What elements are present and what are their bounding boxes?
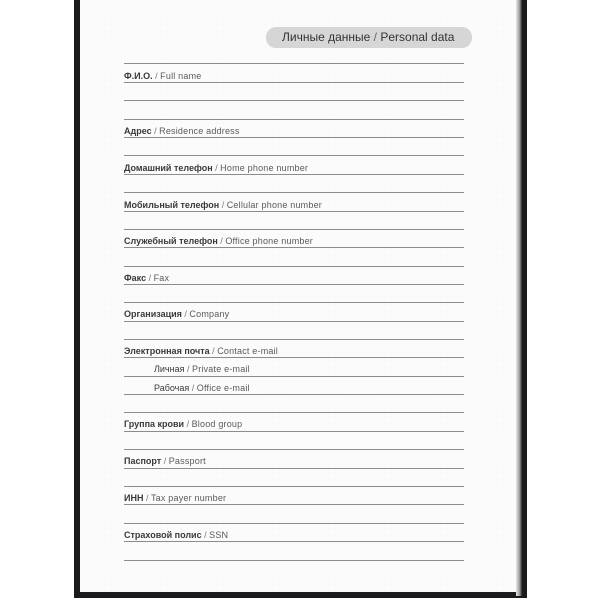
field-label-en: Cellular phone number — [226, 200, 322, 210]
writing-line — [124, 560, 464, 561]
field-label-ru: Мобильный телефон — [124, 200, 220, 210]
field-label-ru: Факс — [124, 273, 147, 283]
field-tax-number-label — [124, 492, 226, 504]
writing-line — [124, 302, 464, 303]
writing-line — [124, 211, 464, 212]
field-label-ru: Страховой полис — [124, 530, 202, 540]
field-ssn-label — [124, 529, 228, 541]
label-separator: / — [151, 126, 160, 136]
label-separator: / — [189, 383, 197, 393]
label-separator: / — [184, 419, 192, 429]
field-label-ru: ИНН — [124, 493, 144, 503]
field-mobile-phone-label — [124, 199, 322, 211]
field-label-ru: Личная — [154, 364, 185, 374]
writing-line — [124, 174, 464, 175]
field-label-en: Private e-mail — [192, 364, 250, 374]
label-separator: / — [181, 309, 190, 319]
writing-line — [124, 523, 464, 524]
field-label-ru: Паспорт — [124, 456, 162, 466]
field-office-email-label — [154, 382, 250, 394]
field-company-label — [124, 308, 229, 320]
writing-line — [124, 321, 464, 322]
field-label-en: Tax payer number — [150, 493, 227, 503]
writing-line — [124, 394, 464, 395]
field-label-en: SSN — [209, 530, 229, 540]
writing-line — [124, 357, 464, 358]
field-label-en: Blood group — [191, 419, 243, 429]
field-address-label — [124, 125, 240, 137]
field-fax-label — [124, 272, 169, 284]
field-label-ru: Рабочая — [154, 383, 190, 393]
field-label-en: Contact e-mail — [217, 346, 279, 356]
field-passport-label — [124, 455, 206, 467]
field-full-name-label — [124, 70, 202, 82]
label-separator: / — [152, 71, 161, 81]
field-blood-group-label — [124, 418, 242, 430]
section-header-ru: Личные данные — [282, 30, 371, 44]
label-separator: / — [217, 236, 226, 246]
writing-line — [124, 192, 464, 193]
writing-line — [124, 486, 464, 487]
label-separator: / — [184, 364, 192, 374]
section-header-separator: / — [370, 30, 381, 44]
writing-line — [124, 63, 464, 64]
field-label-ru: Ф.И.О. — [124, 71, 153, 81]
writing-line — [124, 339, 464, 340]
field-label-ru: Домашний телефон — [124, 163, 213, 173]
writing-line — [124, 137, 464, 138]
section-header-text — [282, 27, 454, 48]
writing-line — [124, 247, 464, 248]
field-label-ru: Электронная почта — [124, 346, 210, 356]
label-separator: / — [209, 346, 218, 356]
label-separator: / — [212, 163, 221, 173]
writing-line — [124, 266, 464, 267]
field-private-email-label — [154, 363, 250, 375]
writing-line — [124, 504, 464, 505]
field-label-ru: Служебный телефон — [124, 236, 218, 246]
writing-line — [124, 449, 464, 450]
field-label-en: Full name — [160, 71, 202, 81]
field-label-en: Passport — [168, 456, 206, 466]
label-separator: / — [201, 530, 210, 540]
field-label-en: Home phone number — [220, 163, 309, 173]
label-separator: / — [146, 273, 154, 283]
writing-line — [124, 468, 464, 469]
field-label-en: Office phone number — [225, 236, 313, 246]
writing-line — [124, 119, 464, 120]
section-header-en: Personal data — [380, 30, 455, 44]
page-edge — [516, 0, 522, 596]
field-home-phone-label — [124, 162, 308, 174]
field-label-ru: Группа крови — [124, 419, 185, 429]
label-separator: / — [161, 456, 169, 466]
field-label-en: Office e-mail — [196, 383, 250, 393]
field-office-phone-label — [124, 235, 313, 247]
writing-line — [124, 376, 464, 377]
field-label-en: Company — [189, 309, 230, 319]
label-separator: / — [143, 493, 151, 503]
field-label-en: Fax — [153, 273, 170, 283]
label-separator: / — [219, 200, 227, 210]
writing-line — [124, 100, 464, 101]
field-label-ru: Организация — [124, 309, 182, 319]
writing-line — [124, 431, 464, 432]
writing-line — [124, 155, 464, 156]
section-header — [266, 27, 472, 48]
writing-line — [124, 82, 464, 83]
writing-line — [124, 412, 464, 413]
writing-line — [124, 229, 464, 230]
field-label-ru: Адрес — [124, 126, 152, 136]
field-label-en: Residence address — [159, 126, 240, 136]
writing-line — [124, 541, 464, 542]
field-email-label — [124, 345, 278, 357]
writing-line — [124, 284, 464, 285]
